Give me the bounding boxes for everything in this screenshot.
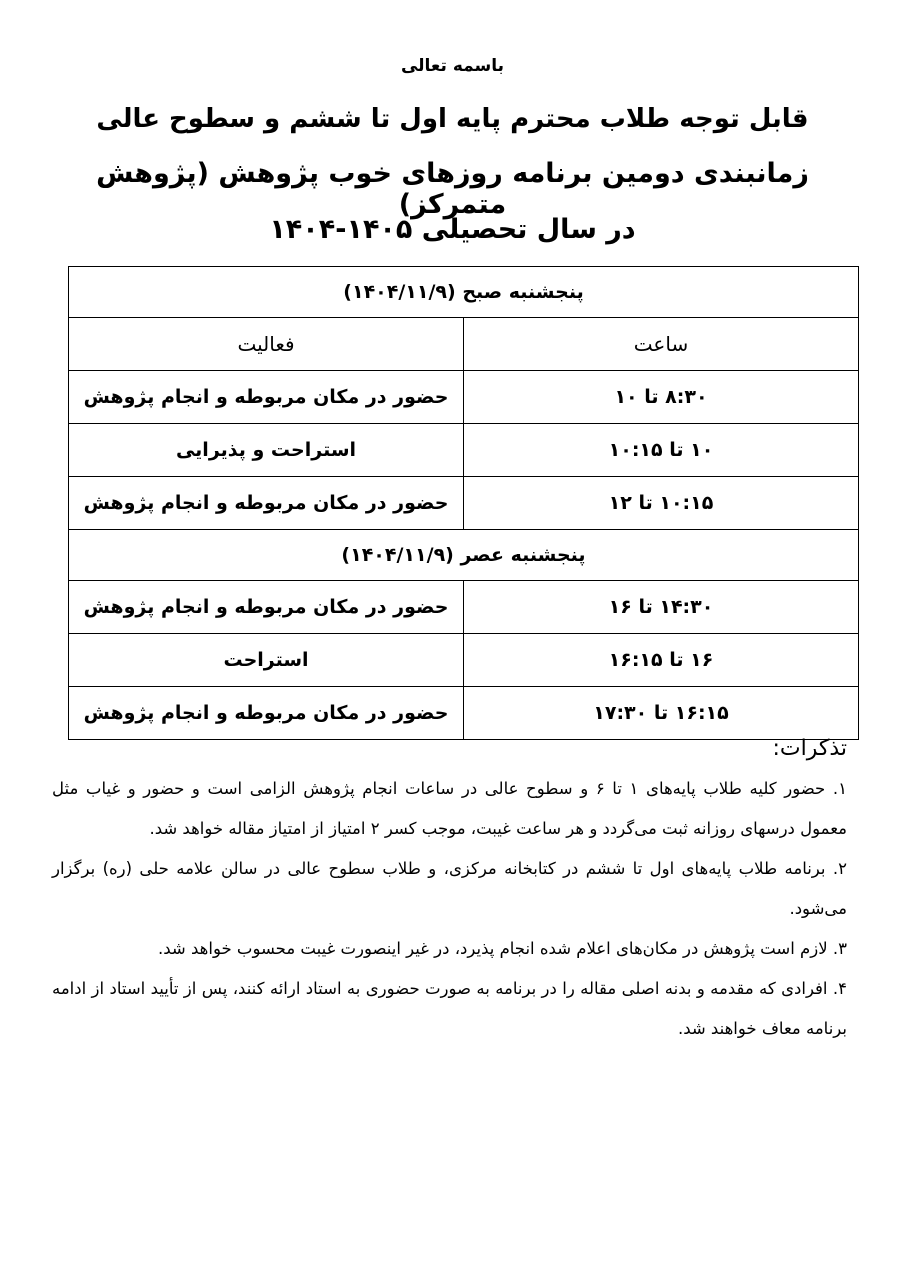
table-row	[69, 581, 859, 634]
column-header-activity: فعالیت	[69, 318, 464, 371]
activity-cell: حضور در مکان مربوطه و انجام پژوهش	[69, 581, 464, 634]
bismillah-heading: باسمه تعالی	[400, 56, 505, 76]
afternoon-section-title: پنجشنبه عصر (۱۴۰۴/۱۱/۹)	[69, 530, 859, 581]
morning-section-title: پنجشنبه صبح (۱۴۰۴/۱۱/۹)	[69, 267, 859, 318]
table-row	[69, 371, 859, 424]
section-header-row	[69, 267, 859, 318]
time-cell: ۱۶:۱۵ تا ۱۷:۳۰	[464, 687, 859, 740]
academic-year-title: در سال تحصیلی ۱۴۰۵-۱۴۰۴	[269, 214, 636, 245]
time-cell: ۸:۳۰ تا ۱۰	[464, 371, 859, 424]
note-item: ۴. افرادی که مقدمه و بدنه اصلی مقاله را در برنامه به صورت حضوری به استاد ارائه کنند، پس از تأیید استاد از ادامه برنامه معاف خواهند شد.	[52, 979, 847, 1038]
note-item: ۱. حضور کلیه طلاب پایه‌های ۱ تا ۶ و سطوح عالی در ساعات انجام پژوهش الزامی است و حضور و غیاب مثل معمول درسهای روزانه ثبت می‌گردد و هر ساعت غیبت، موجب کسر ۲ امتیاز از امتیاز مقاله خواهد شد.	[52, 779, 847, 838]
table-row	[69, 634, 859, 687]
schedule-table	[68, 266, 859, 740]
schedule-title: زمانبندی دومین برنامه روزهای خوب پژوهش (پژوهش متمرکز)	[96, 158, 809, 220]
note-item: ۲. برنامه طلاب پایه‌های اول تا ششم در کتابخانه مرکزی، و طلاب سطوح عالی در سالن علامه حلی (ره) برگزار می‌شود.	[52, 859, 847, 918]
time-cell: ۱۴:۳۰ تا ۱۶	[464, 581, 859, 634]
notes-section	[52, 736, 847, 1049]
activity-cell: استراحت و پذیرایی	[69, 424, 464, 477]
table-row	[69, 687, 859, 740]
activity-cell: حضور در مکان مربوطه و انجام پژوهش	[69, 371, 464, 424]
time-cell: ۱۶ تا ۱۶:۱۵	[464, 634, 859, 687]
notes-title: تذکرات:	[772, 736, 847, 761]
time-cell: ۱۰ تا ۱۰:۱۵	[464, 424, 859, 477]
table-row	[69, 477, 859, 530]
section-header-row	[69, 530, 859, 581]
announcement-title: قابل توجه طلاب محترم پایه اول تا ششم و سطوح عالی	[96, 104, 809, 134]
table-row	[69, 424, 859, 477]
column-header-time: ساعت	[464, 318, 859, 371]
time-cell: ۱۰:۱۵ تا ۱۲	[464, 477, 859, 530]
activity-cell: حضور در مکان مربوطه و انجام پژوهش	[69, 477, 464, 530]
activity-cell: حضور در مکان مربوطه و انجام پژوهش	[69, 687, 464, 740]
activity-cell: استراحت	[69, 634, 464, 687]
note-item: ۳. لازم است پژوهش در مکان‌های اعلام شده انجام پذیرد، در غیر اینصورت غیبت محسوب خواهد شد.	[158, 939, 847, 958]
column-header-row	[69, 318, 859, 371]
